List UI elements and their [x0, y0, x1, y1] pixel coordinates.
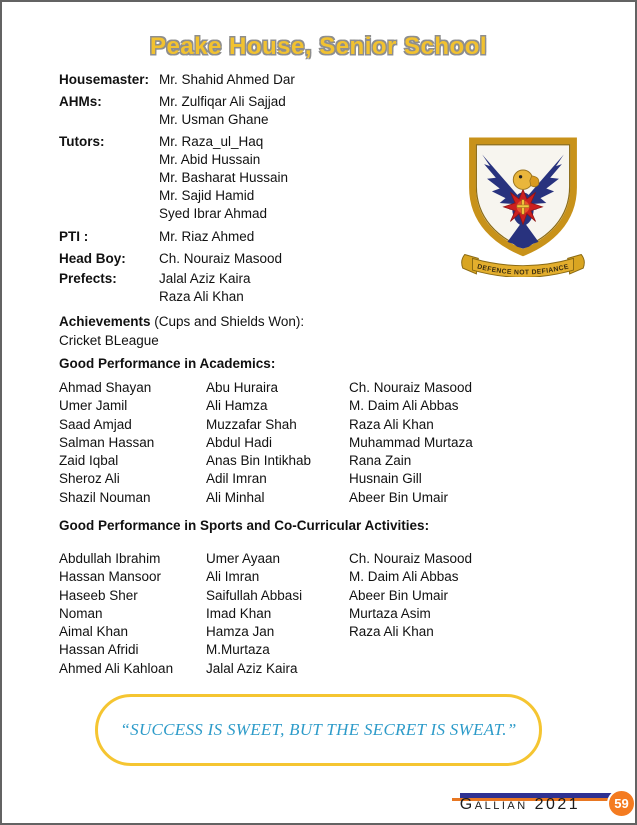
staff-value: Mr. Usman Ghane	[159, 112, 269, 127]
name-item: Hassan Mansoor	[59, 569, 162, 585]
name-item: Rana Zain	[349, 453, 412, 469]
staff-value: Ch. Nouraiz Masood	[159, 251, 283, 266]
staff-row-housemaster	[59, 71, 295, 89]
staff-values	[159, 228, 254, 246]
staff-value: Mr. Raza_ul_Haq	[159, 134, 264, 149]
staff-label: Housemaster:	[59, 72, 150, 87]
name-item: Murtaza Asim	[349, 605, 431, 621]
academics-column-1	[59, 379, 154, 507]
academics-heading: Good Performance in Academics:	[59, 356, 276, 371]
sports-heading: Good Performance in Sports and Co-Curricular Activities:	[59, 518, 430, 533]
name-item: M.Murtaza	[206, 642, 270, 658]
name-item: Husnain Gill	[349, 471, 422, 487]
staff-values	[159, 133, 288, 223]
name-item: Haseeb Sher	[59, 587, 138, 603]
name-item: Hassan Afridi	[59, 642, 139, 658]
name-item: Abeer Bin Umair	[349, 587, 449, 603]
name-item: Saad Amjad	[59, 416, 132, 432]
staff-label: Tutors:	[59, 134, 105, 149]
motto-banner	[462, 255, 585, 277]
name-item: M. Daim Ali Abbas	[349, 569, 459, 585]
name-item: Zaid Iqbal	[59, 453, 119, 469]
name-item: Adil Imran	[206, 471, 267, 487]
name-item: Ali Imran	[206, 569, 260, 585]
name-item: Abeer Bin Umair	[349, 489, 449, 505]
staff-values	[159, 250, 282, 268]
staff-label: Head Boy:	[59, 251, 126, 266]
staff-values	[159, 93, 286, 129]
name-item: Abdul Hadi	[206, 434, 273, 450]
name-item: Aimal Khan	[59, 624, 129, 640]
name-item: Raza Ali Khan	[349, 624, 434, 640]
name-item: Umer Jamil	[59, 398, 128, 414]
quote-text: “SUCCESS IS SWEET, BUT THE SECRET IS SWEAT.”	[120, 720, 517, 739]
academics-column-2	[206, 379, 311, 507]
name-item: Ahmed Ali Kahloan	[59, 660, 174, 676]
staff-label: PTI :	[59, 229, 89, 244]
name-item: Muzzafar Shah	[206, 416, 297, 432]
name-item: Saifullah Abbasi	[206, 587, 303, 603]
academics-column-3	[349, 379, 473, 507]
staff-label: Prefects:	[59, 271, 117, 286]
achievements-item: Cricket BLeague	[59, 333, 159, 348]
name-item: Anas Bin Intikhab	[206, 453, 312, 469]
staff-value: Mr. Abid Hussain	[159, 152, 261, 167]
sports-column-1	[59, 550, 173, 678]
footer-brand: Gallian 2021	[459, 796, 581, 813]
achievements-heading	[59, 314, 304, 329]
staff-value: Mr. Zulfiqar Ali Sajjad	[159, 94, 286, 109]
staff-value: Mr. Basharat Hussain	[159, 170, 289, 185]
name-item: Ali Hamza	[206, 398, 268, 414]
name-item: M. Daim Ali Abbas	[349, 398, 459, 414]
name-item: Jalal Aziz Kaira	[206, 660, 298, 676]
staff-row-tutors	[59, 133, 288, 223]
achievements-heading-rest: (Cups and Shields Won):	[150, 314, 305, 329]
staff-value: Raza Ali Khan	[159, 289, 244, 304]
staff-values	[159, 270, 251, 306]
achievements-heading-bold: Achievements	[59, 314, 151, 329]
staff-value: Jalal Aziz Kaira	[159, 271, 251, 286]
name-item: Imad Khan	[206, 605, 272, 621]
staff-row-head-boy	[59, 250, 282, 268]
quote-box	[95, 694, 542, 766]
name-item: Ahmad Shayan	[59, 380, 152, 395]
name-item: Raza Ali Khan	[349, 416, 434, 432]
name-item: Abu Huraira	[206, 380, 279, 395]
name-item: Noman	[59, 605, 103, 621]
name-item: Ali Minhal	[206, 489, 265, 505]
name-item: Hamza Jan	[206, 624, 275, 640]
name-item: Ch. Nouraiz Masood	[349, 380, 473, 395]
page-title: Peake House, Senior School	[149, 33, 488, 60]
staff-label: AHMs:	[59, 94, 102, 109]
staff-values	[159, 71, 295, 89]
sports-column-2	[206, 550, 302, 678]
staff-value: Mr. Riaz Ahmed	[159, 229, 255, 244]
name-item: Shazil Nouman	[59, 489, 151, 505]
name-item: Sheroz Ali	[59, 471, 120, 487]
name-item: Salman Hassan	[59, 434, 155, 450]
staff-value: Syed Ibrar Ahmad	[159, 206, 268, 221]
staff-row-ahms	[59, 93, 286, 129]
name-item: Abdullah Ibrahim	[59, 551, 161, 566]
svg-text:DEFENCE NOT DEFIANCE: DEFENCE NOT DEFIANCE	[476, 263, 570, 277]
name-item: Muhammad Murtaza	[349, 434, 473, 450]
sports-column-3	[349, 550, 472, 641]
name-item: Umer Ayaan	[206, 551, 281, 566]
page-number-badge: 59	[607, 789, 636, 818]
house-crest-image	[455, 131, 591, 277]
staff-value: Mr. Shahid Ahmed Dar	[159, 72, 295, 87]
name-item: Ch. Nouraiz Masood	[349, 551, 473, 566]
staff-value: Mr. Sajid Hamid	[159, 188, 255, 203]
staff-row-prefects	[59, 270, 251, 306]
staff-row-pti	[59, 228, 254, 246]
